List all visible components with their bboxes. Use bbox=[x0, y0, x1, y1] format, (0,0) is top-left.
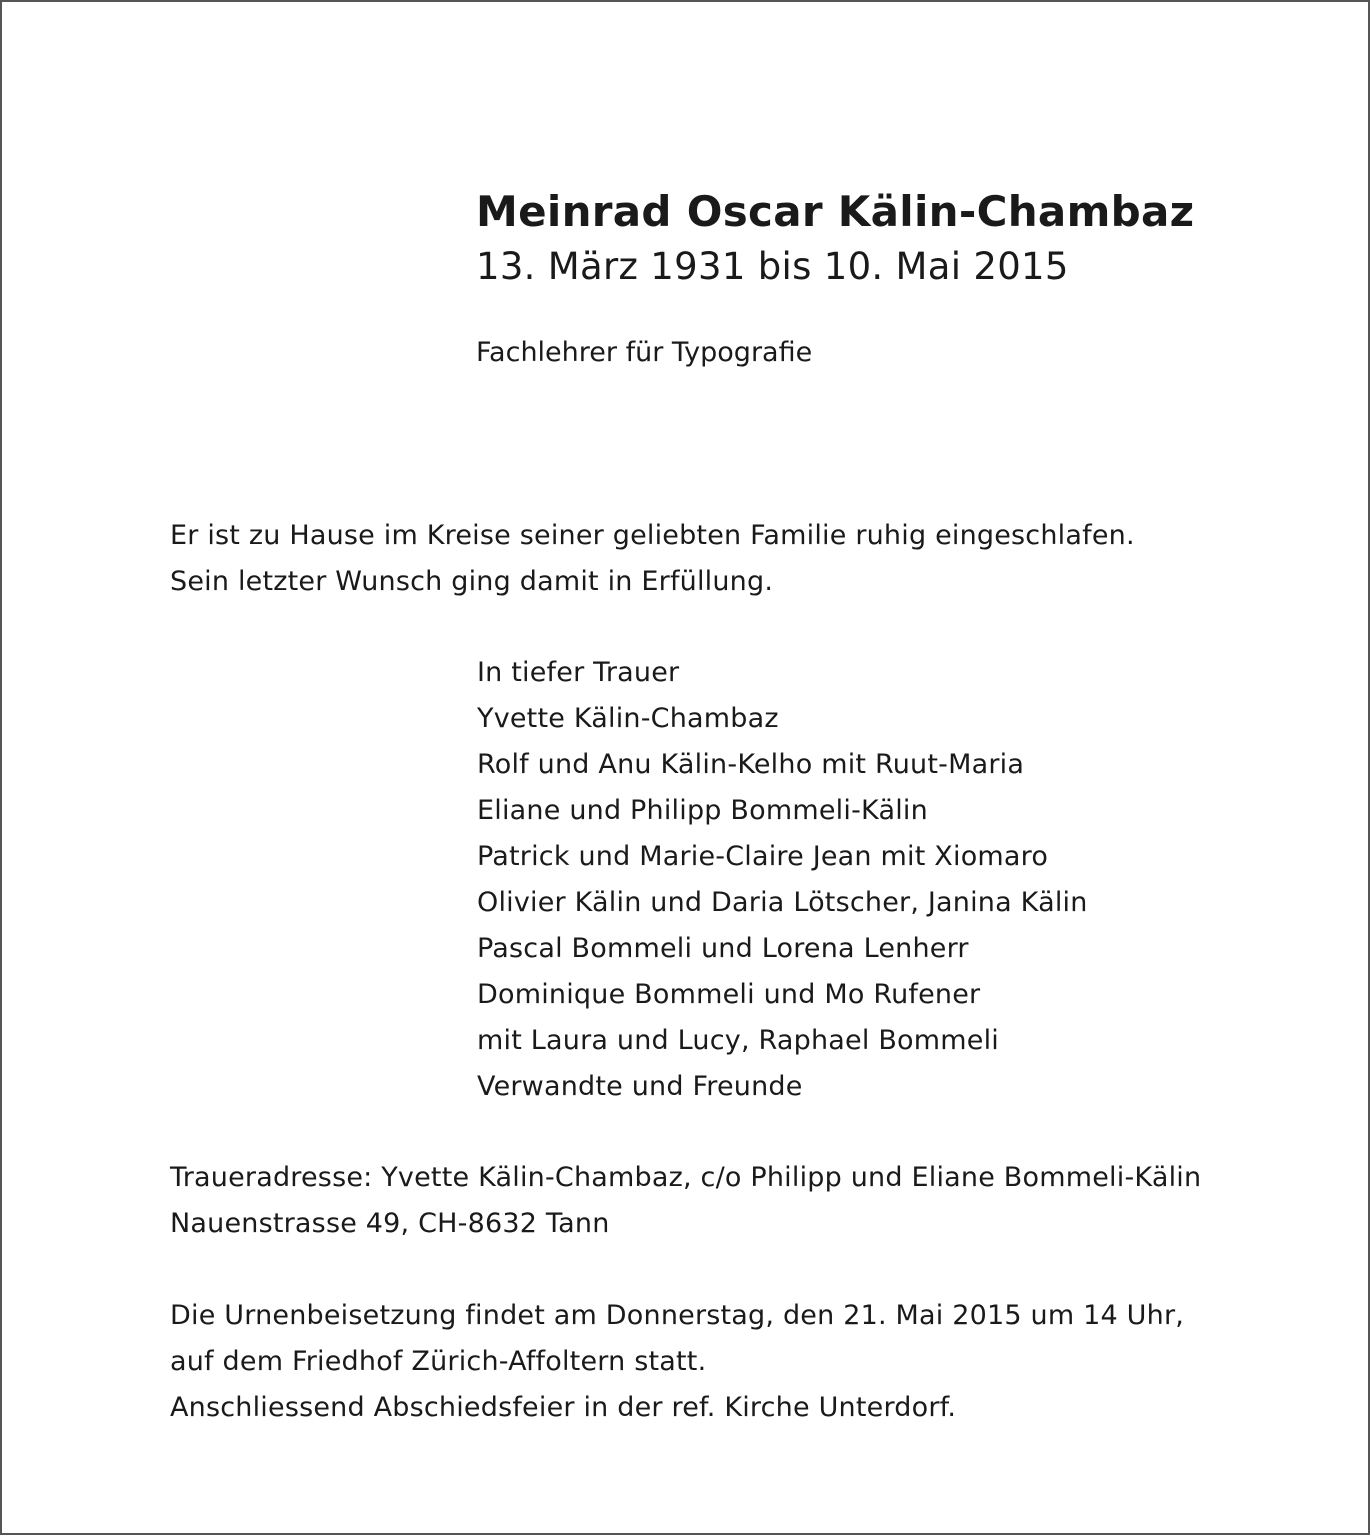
mourner-line: Dominique Bommeli und Mo Rufener bbox=[477, 979, 981, 1010]
ceremony-line: auf dem Friedhof Zürich-Affoltern statt. bbox=[170, 1346, 707, 1377]
mourners-list bbox=[477, 650, 1088, 1110]
mourner-line: mit Laura und Lucy, Raphael Bommeli bbox=[477, 1025, 999, 1056]
mourner-line: Olivier Kälin und Daria Lötscher, Janina Kälin bbox=[477, 887, 1088, 918]
mourner-line: Eliane und Philipp Bommeli-Kälin bbox=[477, 795, 928, 826]
ceremony-info bbox=[170, 1293, 1184, 1431]
mourner-line: Yvette Kälin-Chambaz bbox=[477, 703, 779, 734]
address-line: Nauenstrasse 49, CH-8632 Tann bbox=[170, 1208, 610, 1239]
ceremony-line: Die Urnenbeisetzung findet am Donnerstag, den 21. Mai 2015 um 14 Uhr, bbox=[170, 1300, 1185, 1331]
profession: Fachlehrer für Typografie bbox=[476, 337, 813, 368]
life-dates: 13. März 1931 bis 10. Mai 2015 bbox=[476, 245, 1069, 288]
obituary-header bbox=[476, 186, 1194, 370]
deceased-name: Meinrad Oscar Kälin-Chambaz bbox=[476, 187, 1195, 236]
mourner-line: Pascal Bommeli und Lorena Lenherr bbox=[477, 933, 969, 964]
intro-paragraph bbox=[170, 513, 1135, 605]
ceremony-line: Anschliessend Abschiedsfeier in der ref. Kirche Unterdorf. bbox=[170, 1392, 957, 1423]
mourners-heading: In tiefer Trauer bbox=[477, 657, 680, 688]
mourner-line: Patrick und Marie-Claire Jean mit Xiomaro bbox=[477, 841, 1049, 872]
intro-line: Sein letzter Wunsch ging damit in Erfüllung. bbox=[170, 566, 774, 597]
mourning-address bbox=[170, 1155, 1201, 1247]
address-line: Traueradresse: Yvette Kälin-Chambaz, c/o Philipp und Eliane Bommeli-Kälin bbox=[170, 1162, 1202, 1193]
intro-line: Er ist zu Hause im Kreise seiner geliebten Familie ruhig eingeschlafen. bbox=[170, 520, 1135, 551]
mourner-line: Verwandte und Freunde bbox=[477, 1071, 803, 1102]
mourner-line: Rolf und Anu Kälin-Kelho mit Ruut-Maria bbox=[477, 749, 1025, 780]
